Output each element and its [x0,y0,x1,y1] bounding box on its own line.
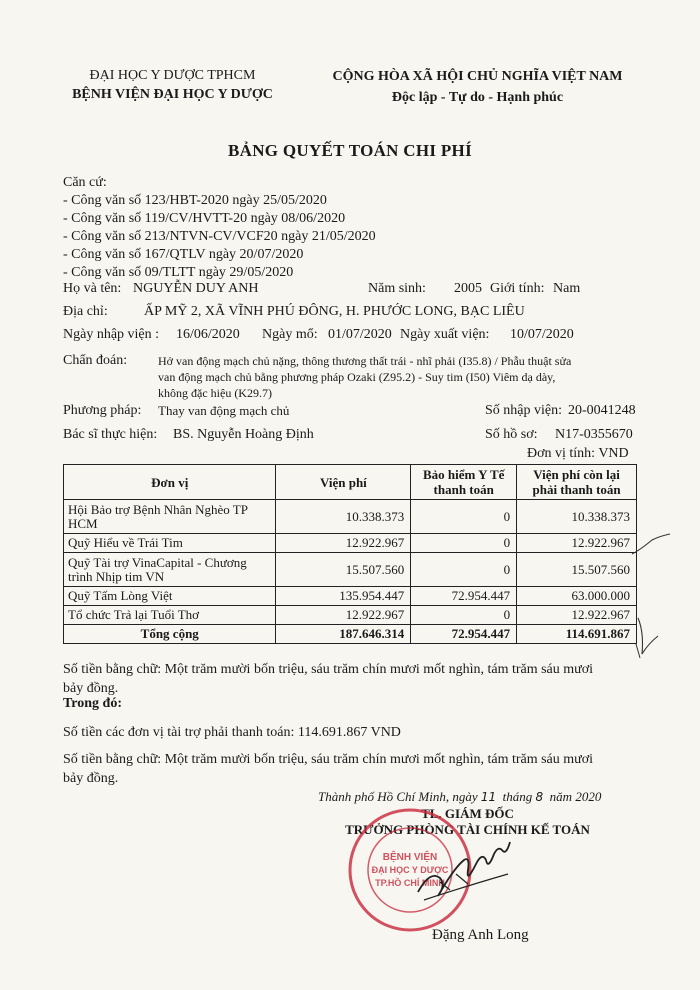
month-label: tháng [502,789,533,804]
cell-unit: Quỹ Tấm Lòng Việt [64,587,276,606]
cell-remaining: 63.000.000 [517,587,637,606]
cell-unit: Quỹ Hiểu về Trái Tim [64,534,276,553]
col-header-unit: Đơn vị [64,465,276,500]
doctor: BS. Nguyễn Hoàng Định [173,427,314,442]
table-header-row [64,465,637,500]
handwritten-checkmarks [630,532,690,662]
organization-header [55,66,290,104]
surgery-label: Ngày mổ: [262,327,318,342]
date-day: 11 [480,790,497,804]
org-line1: ĐẠI HỌC Y DƯỢC TPHCM [89,68,256,83]
cell-fee: 12.922.967 [276,606,411,625]
cell-fee: 135.954.447 [276,587,411,606]
cell-fee: 15.507.560 [276,553,411,587]
diagnosis-line: van động mạch chủ bằng phương pháp Ozaki (Z95.2) - Suy tim (I50) Viêm dạ dày, [158,370,556,384]
sponsor-amount: Số tiền các đơn vị tài trợ phải thanh toán: 114.691.867 VND [63,725,401,740]
discharge-label: Ngày xuất viện: [400,327,490,342]
sign-role-1: TL. GIÁM ĐỐC [421,806,514,821]
table-row [64,534,637,553]
table-total-row [64,625,637,644]
col-header-remaining: Viện phí còn lại phải thanh toán [517,465,637,500]
col-header-insurance: Bảo hiểm Y Tế thanh toán [411,465,517,500]
cell-insurance: 0 [411,500,517,534]
admit-date: 16/06/2020 [176,327,240,342]
words-line: bảy đồng. [63,771,119,786]
discharge-date: 10/07/2020 [510,327,574,342]
record-no-label: Số hồ sơ: [485,427,538,442]
basis-list [63,192,376,282]
birth-label: Năm sinh: [368,281,426,296]
cell-total-label: Tổng cộng [64,625,276,644]
table-row [64,553,637,587]
birth-year: 2005 [454,281,482,296]
year-label: năm [549,789,573,804]
sign-date [318,789,601,805]
svg-text:TP.HỒ CHÍ MINH: TP.HỒ CHÍ MINH [375,878,445,888]
diagnosis-label: Chẩn đoán: [63,353,128,368]
cell-fee: 12.922.967 [276,534,411,553]
cell-total-remaining: 114.691.867 [517,625,637,644]
svg-text:ĐẠI HỌC Y DƯỢC: ĐẠI HỌC Y DƯỢC [371,865,449,875]
table-row [64,500,637,534]
cell-insurance: 0 [411,606,517,625]
basis-item: - Công văn số 213/NTVN-CV/VCF20 ngày 21/05/2020 [63,229,376,244]
words-line: Số tiền bằng chữ: Một trăm mười bốn triệu, sáu trăm chín mươi mốt nghìn, tám trăm sáu mươi [63,662,594,677]
admission-no-label: Số nhập viện: [485,403,562,418]
diagnosis-line: không đặc hiệu (K29.7) [158,386,272,400]
diagnosis-line: Hở van động mạch chủ nặng, thông thương thất trái - nhĩ phải (I35.8) / Phẫu thuật sửa [158,354,572,368]
handwritten-signature-icon [410,830,520,910]
date-year: 2020 [575,789,602,804]
unit-note: Đơn vị tính: VND [527,446,629,461]
amount-in-words-1 [63,660,593,698]
amount-in-words-2 [63,750,593,788]
basis-item: - Công văn số 123/HBT-2020 ngày 25/05/2020 [63,193,327,208]
basis-item: - Công văn số 09/TLTT ngày 29/05/2020 [63,265,294,280]
cell-total-fee: 187.646.314 [276,625,411,644]
cell-remaining: 10.338.373 [517,500,637,534]
address-label: Địa chỉ: [63,304,108,319]
cell-unit: Tổ chức Trả lại Tuổi Thơ [64,606,276,625]
gender-label: Giới tính: [490,281,545,296]
table-row [64,587,637,606]
admit-label: Ngày nhập viện : [63,327,160,342]
in-which-label: Trong đó: [63,696,122,711]
name-label: Họ và tên: [63,281,122,296]
words-line: bảy đồng. [63,681,119,696]
cell-unit: Hội Bảo trợ Bệnh Nhân Nghèo TP HCM [64,500,276,534]
basis-label: Căn cứ: [63,175,107,190]
surgery-date: 01/07/2020 [328,327,392,342]
cell-insurance: 0 [411,534,517,553]
sign-role-2: TRƯỞNG PHÒNG TÀI CHÍNH KẾ TOÁN [345,822,590,837]
col-header-fee: Viện phí [276,465,411,500]
diagnosis-text [158,353,638,401]
cell-insurance: 0 [411,553,517,587]
record-no: N17-0355670 [555,427,633,442]
svg-text:BỆNH VIỆN: BỆNH VIỆN [382,852,438,863]
cell-fee: 10.338.373 [276,500,411,534]
gender: Nam [553,281,581,296]
patient-name: NGUYỄN DUY ANH [133,281,259,296]
basis-item: - Công văn số 167/QTLV ngày 20/07/2020 [63,247,304,262]
nation-line2: Độc lập - Tự do - Hạnh phúc [391,90,564,105]
basis-item: - Công văn số 119/CV/HVTT-20 ngày 08/06/2020 [63,211,346,226]
method: Thay van động mạch chủ [158,403,290,418]
check-mark [638,618,658,654]
nation-line1: CỘNG HÒA XÃ HỘI CHỦ NGHĨA VIỆT NAM [332,69,623,84]
address: ẤP MỸ 2, XÃ VĨNH PHÚ ĐÔNG, H. PHƯỚC LONG, BẠC LIÊU [144,304,525,319]
date-prefix: Thành phố Hồ Chí Minh, ngày [318,789,478,804]
cell-remaining: 15.507.560 [517,553,637,587]
document-title: BẢNG QUYẾT TOÁN CHI PHÍ [227,141,472,160]
cost-table [63,464,637,644]
national-motto [305,66,650,108]
words-line: Số tiền bằng chữ: Một trăm mười bốn triệu, sáu trăm chín mươi mốt nghìn, tám trăm sáu mươi [63,752,594,767]
signer-name: Đặng Anh Long [432,927,529,943]
check-mark [636,644,640,658]
admission-no: 20-0041248 [568,403,636,418]
check-mark [632,534,670,554]
cell-remaining: 12.922.967 [517,606,637,625]
table-row [64,606,637,625]
doctor-label: Bác sĩ thực hiện: [63,427,158,442]
cell-insurance: 72.954.447 [411,587,517,606]
cell-remaining: 12.922.967 [517,534,637,553]
cell-total-insurance: 72.954.447 [411,625,517,644]
org-line2: BỆNH VIỆN ĐẠI HỌC Y DƯỢC [72,87,273,102]
date-month: 8 [535,790,544,804]
method-label: Phương pháp: [63,403,142,418]
cell-unit: Quỹ Tài trợ VinaCapital - Chương trình Nhịp tim VN [64,553,276,587]
